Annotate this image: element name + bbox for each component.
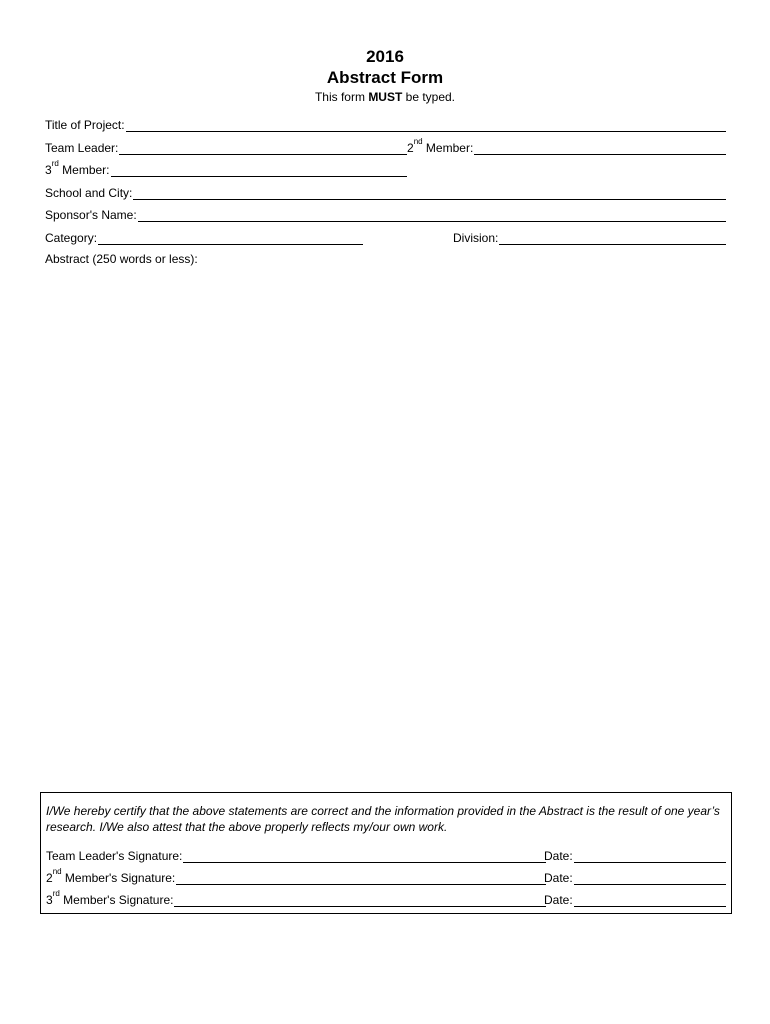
title-of-project-line[interactable] xyxy=(126,119,726,132)
third-member-signature-label xyxy=(46,889,174,907)
form-title: Abstract Form xyxy=(326,68,444,87)
category-field[interactable] xyxy=(45,229,363,245)
team-leader-signature-line[interactable] xyxy=(183,850,546,863)
sponsor-name-label: Sponsor's Name: xyxy=(45,208,137,222)
sponsor-name-row xyxy=(45,206,726,222)
third-sig-num: 3 xyxy=(46,893,53,907)
form-instruction xyxy=(0,89,770,105)
third-member-text: Member: xyxy=(58,163,110,177)
second-member-num: 2 xyxy=(407,141,414,155)
instruction-post: be typed. xyxy=(402,90,456,104)
third-member-date-label: Date: xyxy=(544,893,573,907)
team-leader-signature-field[interactable] xyxy=(46,847,546,863)
division-label: Division: xyxy=(453,231,499,245)
third-member-line[interactable] xyxy=(111,164,408,177)
third-sig-sup: rd xyxy=(52,889,60,898)
second-member-line[interactable] xyxy=(474,142,726,155)
form-header xyxy=(0,46,770,105)
second-member-date-field[interactable] xyxy=(544,869,726,885)
second-sig-sup: nd xyxy=(52,867,62,876)
second-member-signature-line[interactable] xyxy=(176,872,546,885)
certification-statement: I/We hereby certify that the above statements are correct and the information provided in the Abstract is the result of one year’s research. I/We also attest that the above properly reflects my/our own work. xyxy=(46,804,720,834)
title-of-project-field[interactable] xyxy=(45,116,726,132)
team-leader-field[interactable] xyxy=(45,139,407,155)
division-field[interactable] xyxy=(453,229,726,245)
category-row xyxy=(45,229,726,245)
third-member-num: 3 xyxy=(45,163,52,177)
third-member-date-field[interactable] xyxy=(544,891,726,907)
third-sig-text: Member's Signature: xyxy=(59,893,174,907)
second-member-text: Member: xyxy=(422,141,474,155)
second-member-signature-field[interactable] xyxy=(46,869,546,885)
team-leader-date-field[interactable] xyxy=(544,847,726,863)
form-year: 2016 xyxy=(366,47,404,66)
third-member-signature-field[interactable] xyxy=(46,891,546,907)
team-leader-label: Team Leader: xyxy=(45,141,119,155)
team-leader-signature-label: Team Leader's Signature: xyxy=(46,849,183,863)
team-leader-signature-row xyxy=(46,847,726,863)
category-line[interactable] xyxy=(98,232,363,245)
third-member-field[interactable] xyxy=(45,161,407,177)
third-member-row xyxy=(45,161,726,177)
instruction-pre: This form xyxy=(314,90,369,104)
instruction-emphasis: MUST xyxy=(368,90,403,104)
third-member-signature-line[interactable] xyxy=(174,894,546,907)
team-leader-row xyxy=(45,139,726,155)
title-of-project-row xyxy=(45,116,726,132)
certification-box xyxy=(40,792,732,914)
abstract-label: Abstract (250 words or less): xyxy=(45,252,198,266)
category-label: Category: xyxy=(45,231,98,245)
title-of-project-label: Title of Project: xyxy=(45,118,125,132)
second-member-sup: nd xyxy=(413,137,423,146)
second-sig-text: Member's Signature: xyxy=(61,871,176,885)
school-city-row xyxy=(45,184,726,200)
second-member-label xyxy=(407,137,474,155)
second-member-field[interactable] xyxy=(407,139,726,155)
second-member-signature-label xyxy=(46,867,176,885)
team-leader-date-label: Date: xyxy=(544,849,573,863)
school-city-label: School and City: xyxy=(45,186,133,200)
division-line[interactable] xyxy=(499,232,726,245)
second-member-signature-row xyxy=(46,869,726,885)
sponsor-name-field[interactable] xyxy=(45,206,726,222)
team-leader-date-line[interactable] xyxy=(574,850,726,863)
second-sig-num: 2 xyxy=(46,871,53,885)
third-member-date-line[interactable] xyxy=(574,894,726,907)
third-member-sup: rd xyxy=(51,159,59,168)
school-city-field[interactable] xyxy=(45,184,726,200)
sponsor-name-line[interactable] xyxy=(138,209,726,222)
third-member-label xyxy=(45,159,110,177)
third-member-signature-row xyxy=(46,891,726,907)
second-member-date-line[interactable] xyxy=(574,872,726,885)
team-leader-line[interactable] xyxy=(119,142,407,155)
school-city-line[interactable] xyxy=(133,187,726,200)
second-member-date-label: Date: xyxy=(544,871,573,885)
